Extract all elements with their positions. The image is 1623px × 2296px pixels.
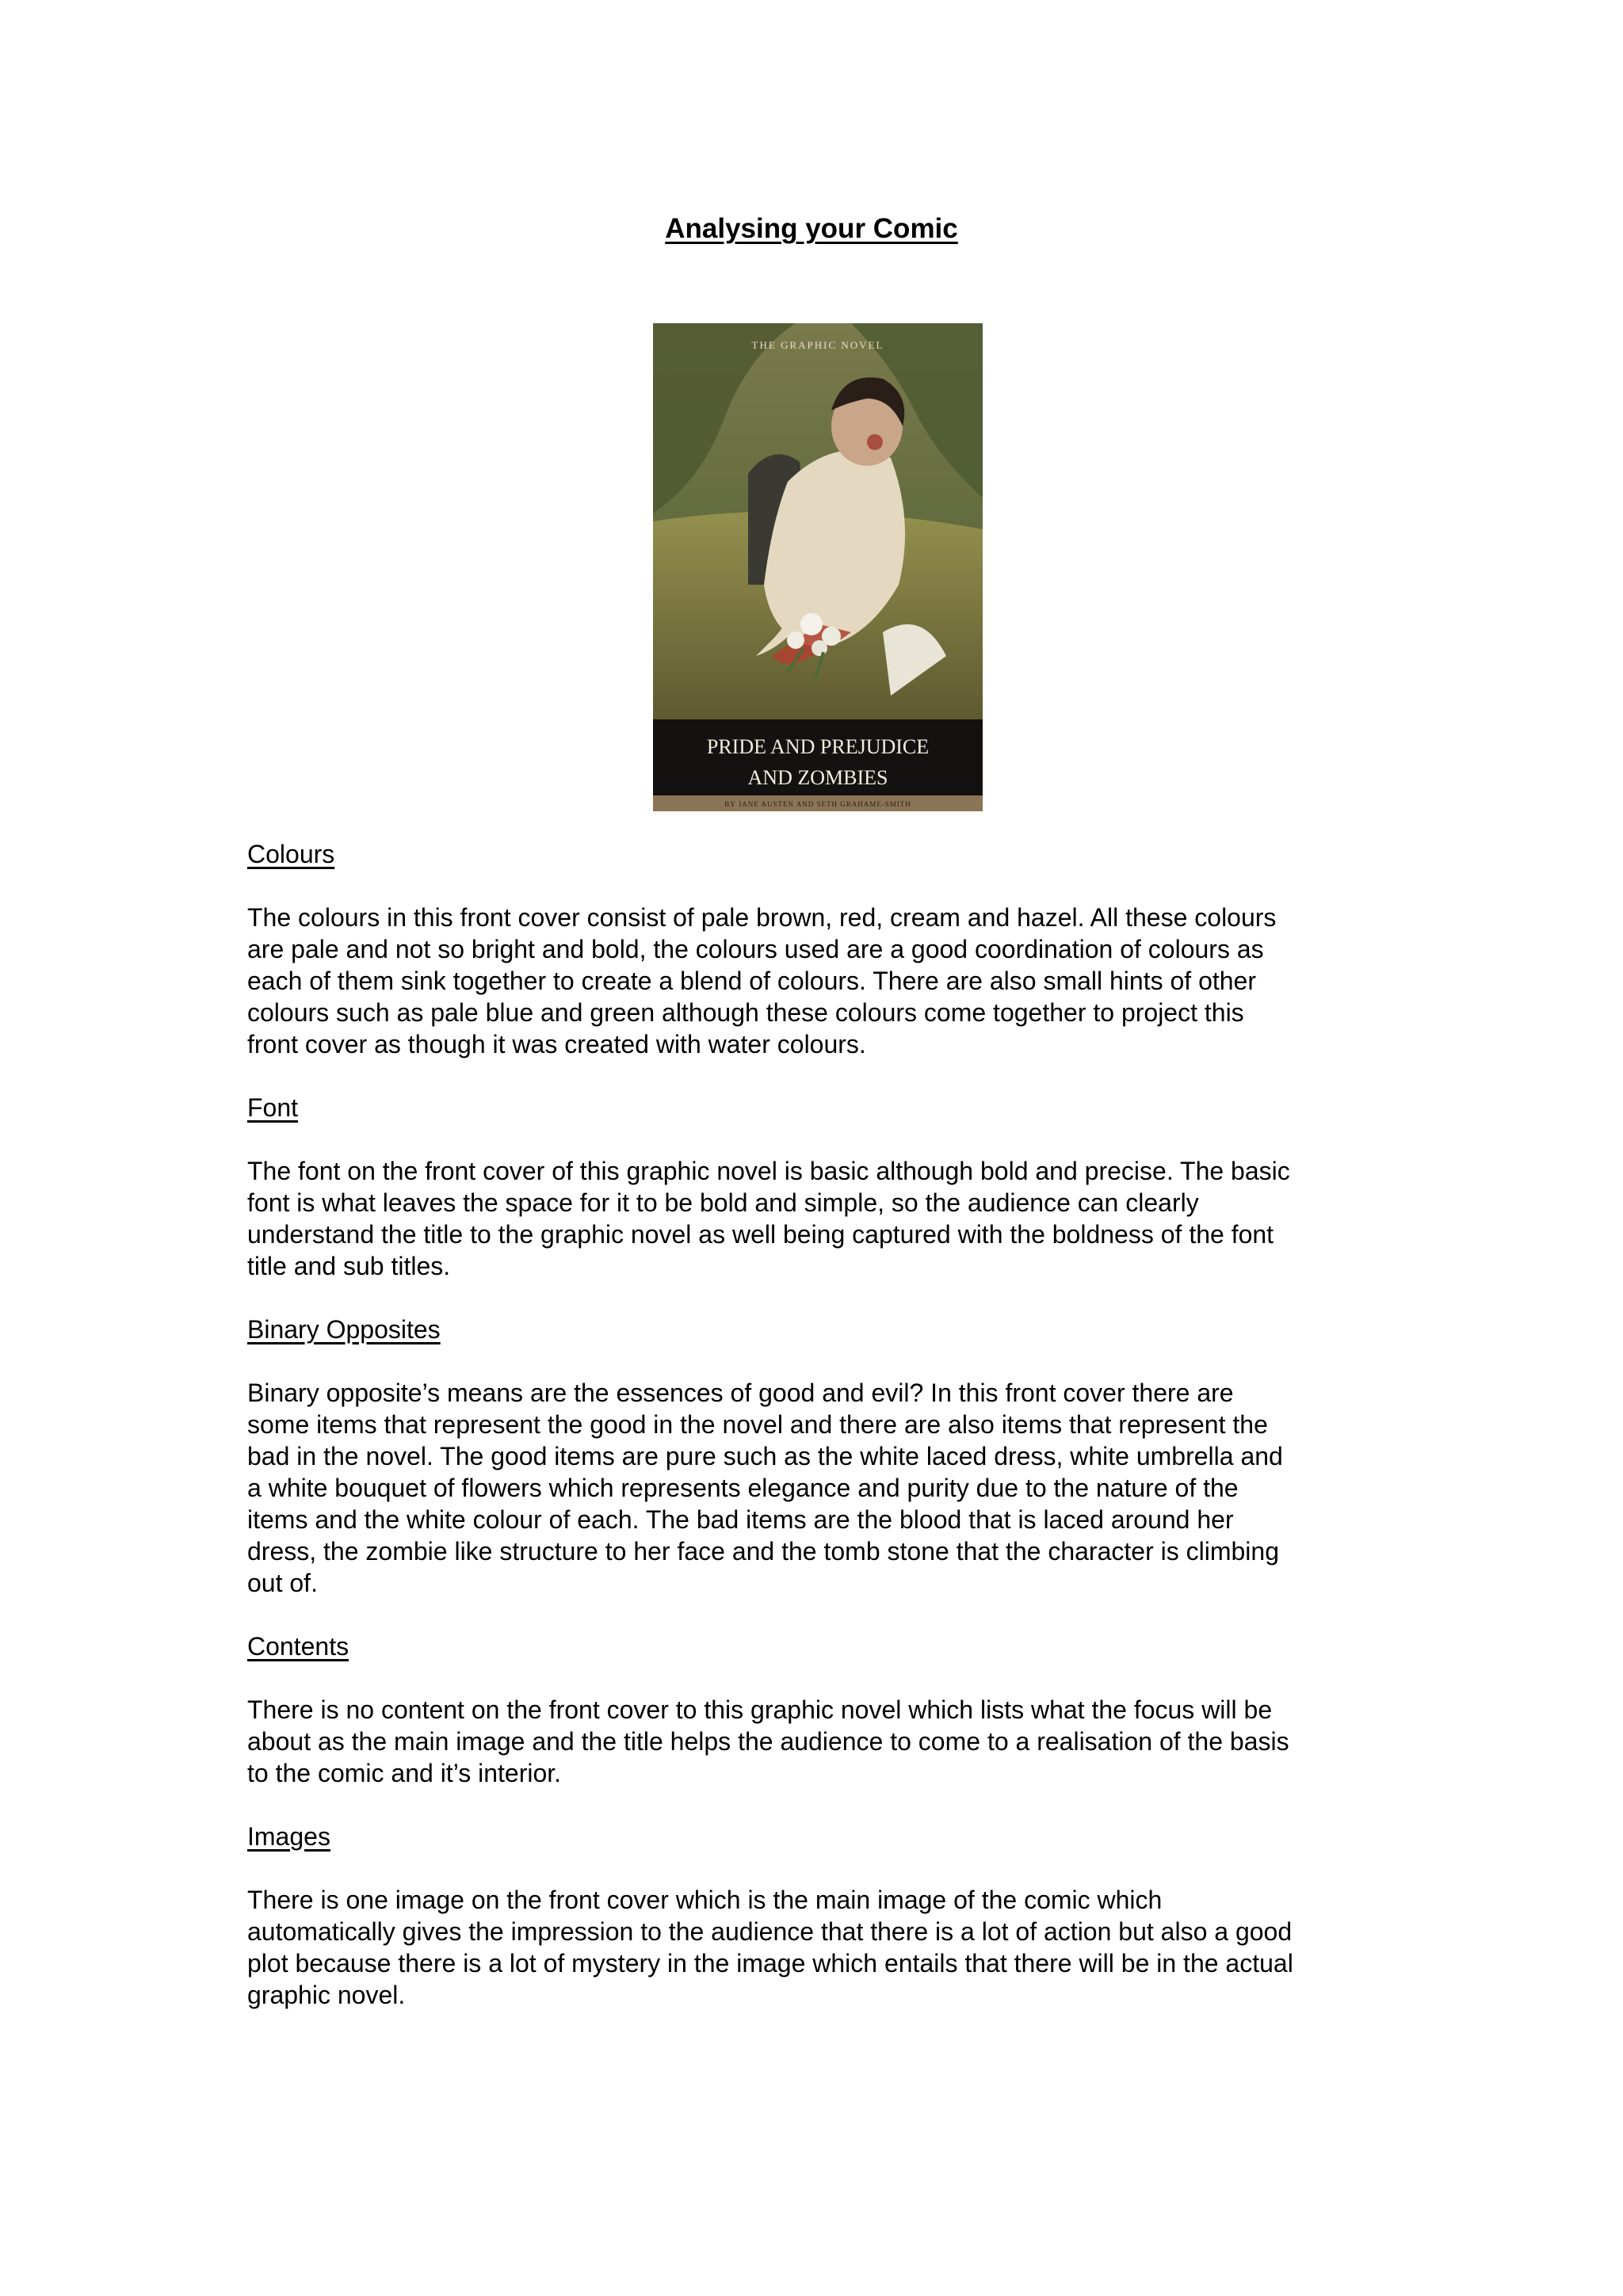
section-heading: Binary Opposites [247, 1315, 441, 1344]
section-paragraph: The font on the front cover of this graphic novel is basic although bold and precise. The basic font is what leaves the space for it to be bold and simple, so the audience can clearly understand the title to the graphic novel as well being captured with the boldness of the font title and sub titles. [247, 1157, 1290, 1280]
section-paragraph: There is one image on the front cover which is the main image of the comic which automatically gives the impression to the audience that there is a lot of action but also a good plot because there is a lot of mystery in the image which entails that there will be in the actual graphic novel. [247, 1886, 1293, 2009]
section-contents [247, 1630, 1388, 1789]
cover-title-line1: PRIDE AND PREJUDICE [706, 735, 930, 758]
cover-title-line2: AND ZOMBIES [747, 766, 888, 789]
document-body [247, 838, 1388, 2042]
cover-top-text: THE GRAPHIC NOVEL [751, 339, 884, 351]
section-paragraph: Binary opposite’s means are the essences of good and evil? In this front cover there are some items that represent the good in the novel and there are also items that represent the bad in the novel. The good items are pure such as the white laced dress, white umbrella and a white bouquet of flowers which represents elegance and purity due to the nature of the items and the white colour of each. The bad items are the blood that is laced around her dress, the zombie like structure to her face and the tomb stone that the character is climbing out of. [247, 1379, 1283, 1597]
section-paragraph: The colours in this front cover consist of pale brown, red, cream and hazel. All these colours are pale and not so bright and bold, the colours used are a good coordination of colours as each of them sink together to create a blend of colours. There are also small hints of other colours such as pale blue and green although these colours come together to project this front cover as though it was created with water colours. [247, 903, 1277, 1058]
section-heading: Images [247, 1822, 330, 1851]
cover-illustration [653, 323, 983, 811]
cover-byline: BY JANE AUSTEN AND SETH GRAHAME-SMITH [724, 800, 911, 808]
section-font [247, 1092, 1388, 1282]
document-title: Analysing your Comic [665, 213, 958, 245]
section-paragraph: There is no content on the front cover to this graphic novel which lists what the focus will be about as the main image and the title helps the audience to come to a realisation of the basis to the comic and it’s interior. [247, 1695, 1289, 1787]
section-images [247, 1821, 1388, 2011]
comic-cover-image [653, 323, 983, 811]
section-heading: Colours [247, 840, 335, 868]
section-heading: Font [247, 1093, 299, 1122]
section-binary-opposites [247, 1314, 1388, 1599]
section-colours [247, 838, 1388, 1060]
section-heading: Contents [247, 1632, 349, 1661]
